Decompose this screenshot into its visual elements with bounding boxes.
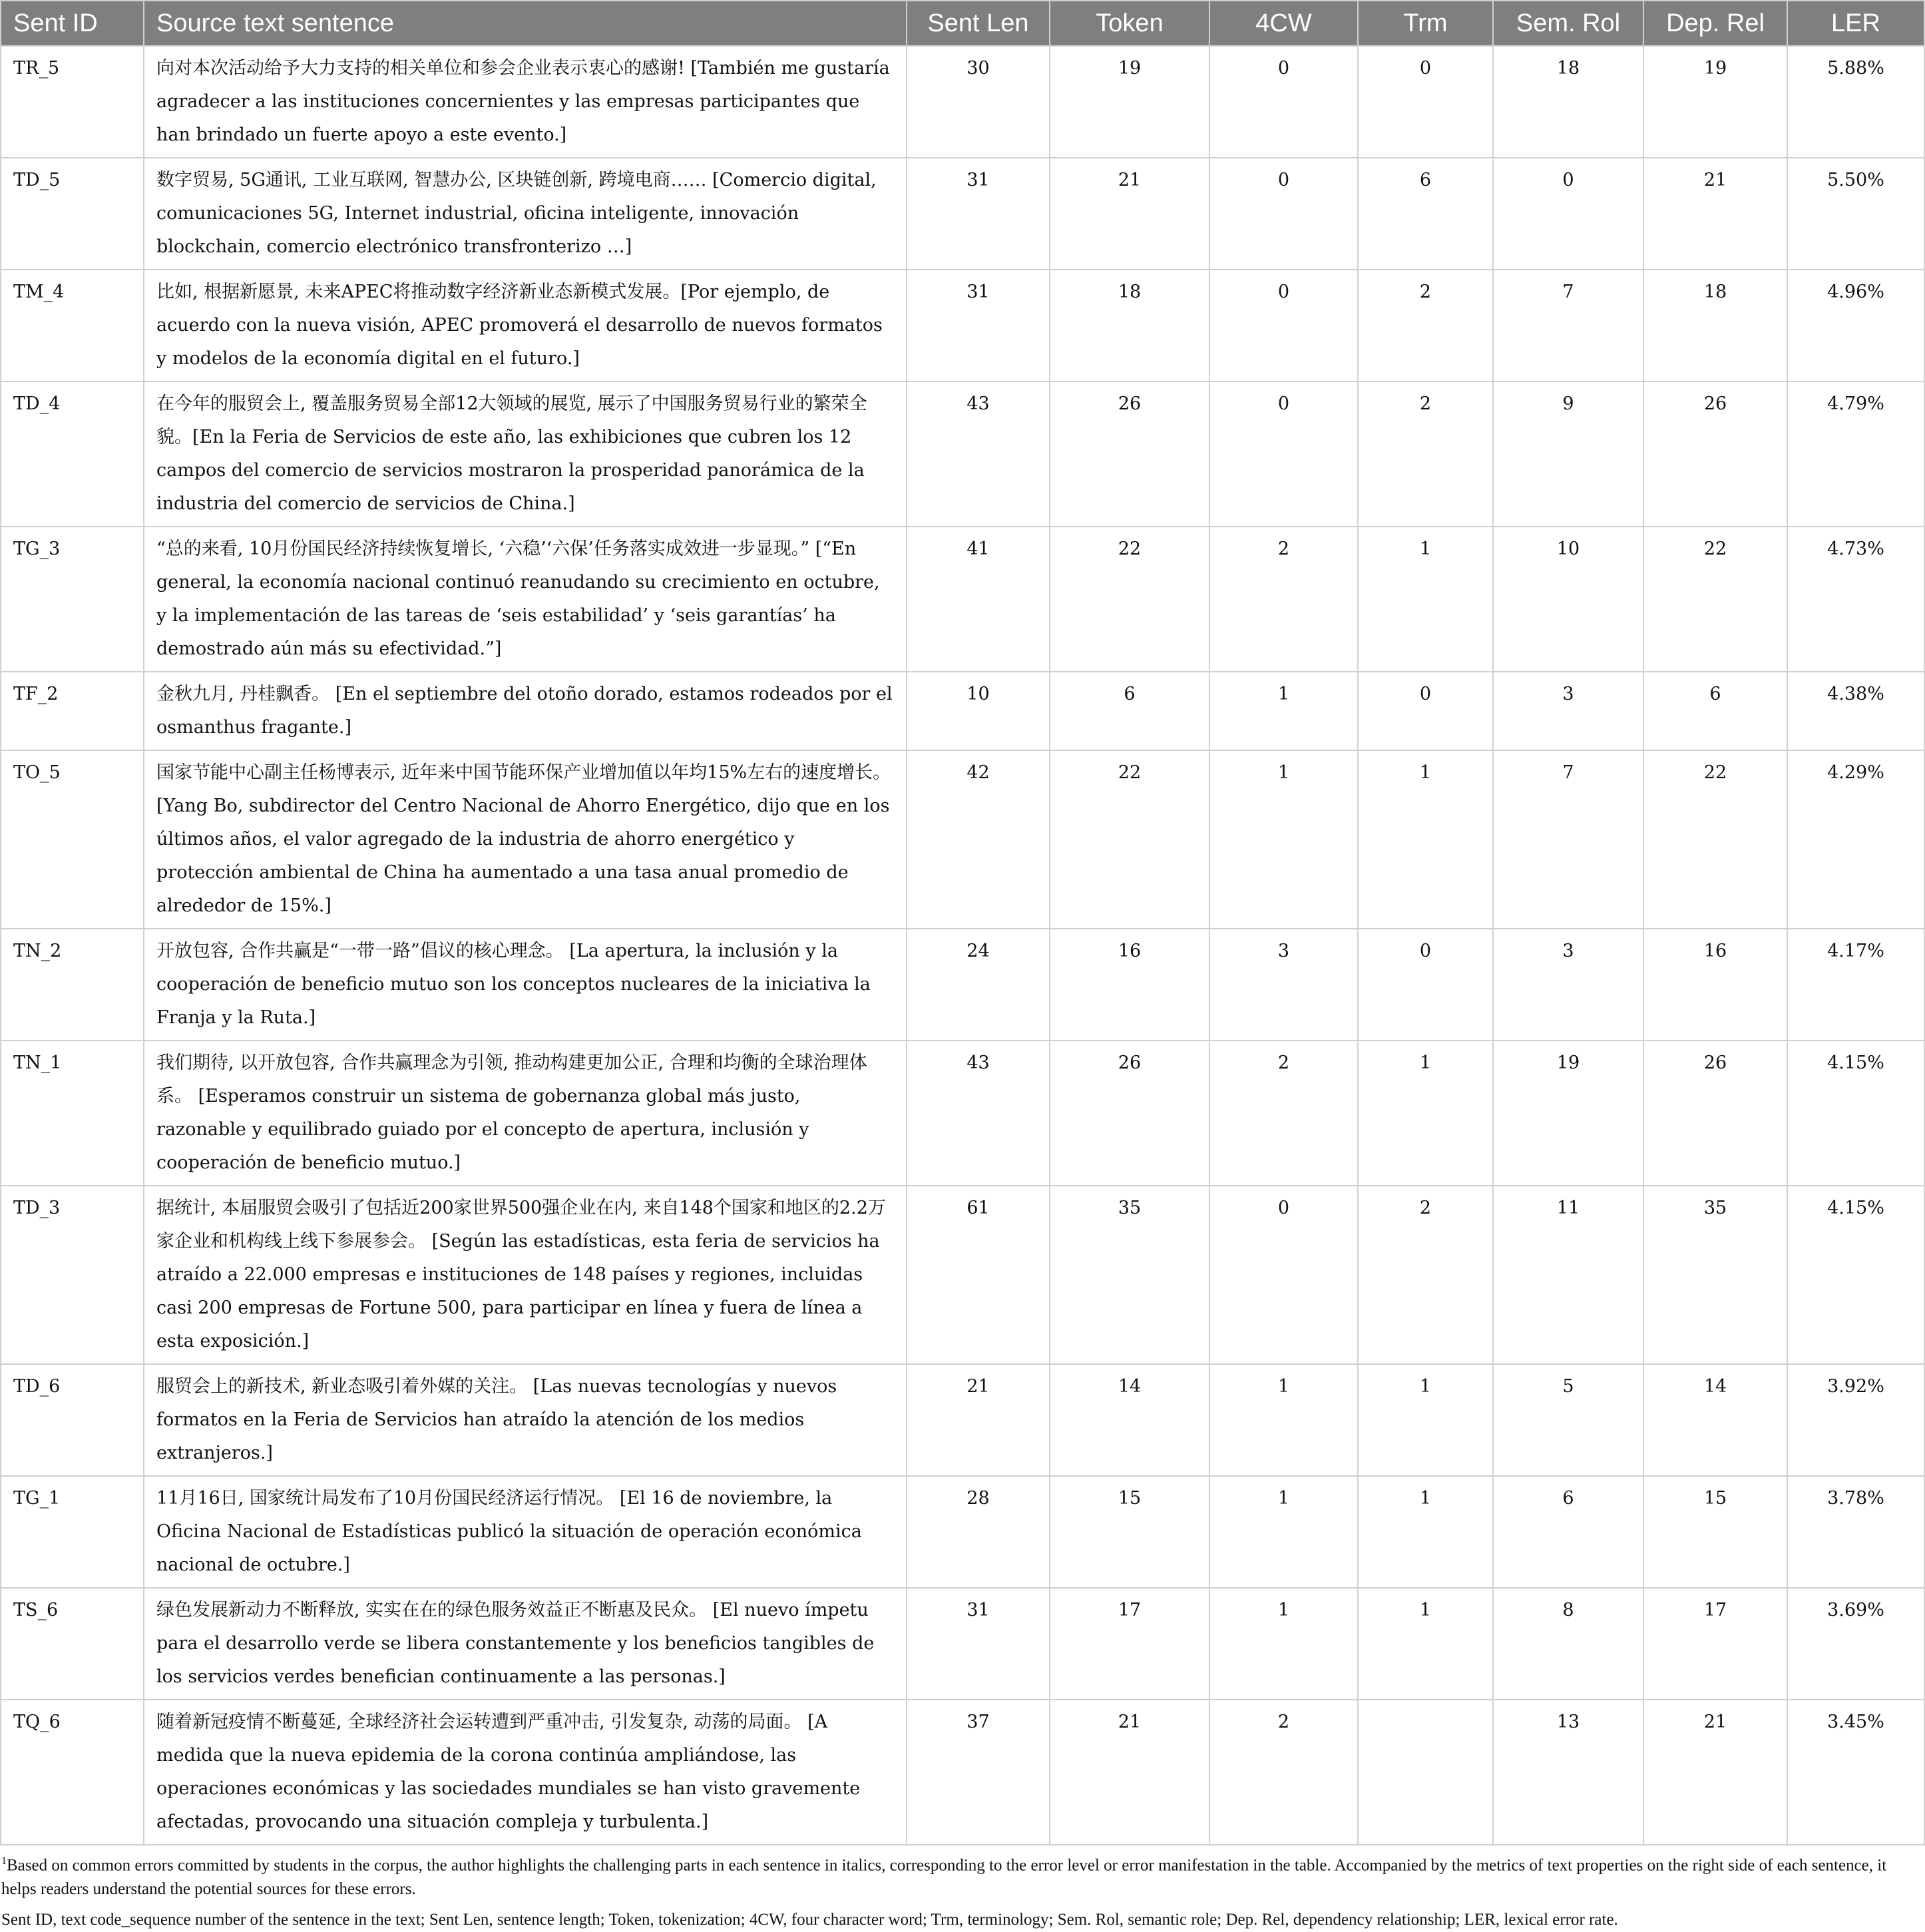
- cell-4cw: 3: [1209, 929, 1358, 1041]
- cell-sent-len: 31: [907, 270, 1050, 381]
- cell-sem-rol: 11: [1493, 1186, 1643, 1364]
- cell-ler: 3.92%: [1787, 1364, 1924, 1476]
- cell-sent-len: 30: [907, 46, 1050, 158]
- table-row: [1, 1364, 1924, 1476]
- cell-4cw: 2: [1209, 1041, 1358, 1186]
- cell-sent-len: 43: [907, 381, 1050, 527]
- cell-ler: 4.73%: [1787, 527, 1924, 672]
- cell-token: 26: [1050, 381, 1209, 527]
- cell-sent-len: 21: [907, 1364, 1050, 1476]
- table-row: [1, 270, 1924, 381]
- cell-dep-rel: 21: [1643, 158, 1787, 270]
- cell-dep-rel: 26: [1643, 1041, 1787, 1186]
- cell-sent-id: TQ_6: [1, 1700, 144, 1845]
- cell-source-text: 我们期待, 以开放包容, 合作共赢理念为引领, 推动构建更加公正, 合理和均衡的全球治理体系。 [Esperamos construir un sistema de gobernanza global más justo, razonable y equilibrado guiado por el concepto de apertura, inclusión y cooperación de beneficio mutuo.]: [144, 1041, 907, 1186]
- cell-ler: 4.17%: [1787, 929, 1924, 1041]
- cell-trm: 1: [1358, 750, 1493, 929]
- cell-trm: 1: [1358, 527, 1493, 672]
- cell-dep-rel: 17: [1643, 1588, 1787, 1700]
- table-body: [1, 46, 1924, 1845]
- cell-sent-id: TN_2: [1, 929, 144, 1041]
- col-header-token: Token: [1050, 1, 1209, 46]
- cell-dep-rel: 18: [1643, 270, 1787, 381]
- cell-sent-id: TR_5: [1, 46, 144, 158]
- table-row: [1, 1041, 1924, 1186]
- cell-sem-rol: 5: [1493, 1364, 1643, 1476]
- cell-token: 16: [1050, 929, 1209, 1041]
- cell-4cw: 1: [1209, 1588, 1358, 1700]
- cell-dep-rel: 21: [1643, 1700, 1787, 1845]
- cell-sent-len: 43: [907, 1041, 1050, 1186]
- col-header-dep-rel: Dep. Rel: [1643, 1, 1787, 46]
- cell-sent-len: 10: [907, 672, 1050, 750]
- cell-token: 22: [1050, 527, 1209, 672]
- cell-sem-rol: 13: [1493, 1700, 1643, 1845]
- cell-source-text: 11月16日, 国家统计局发布了10月份国民经济运行情况。 [El 16 de noviembre, la Oficina Nacional de Estadísticas publicó la situación de operación económica nacional de octubre.]: [144, 1476, 907, 1588]
- cell-trm: 0: [1358, 929, 1493, 1041]
- cell-sent-id: TD_6: [1, 1364, 144, 1476]
- cell-4cw: 2: [1209, 527, 1358, 672]
- cell-source-text: 据统计, 本届服贸会吸引了包括近200家世界500强企业在内, 来自148个国家和地区的2.2万家企业和机构线上线下参展参会。 [Según las estadísticas, esta feria de servicios ha atraído a 22.000 empresas e instituciones de 148 países y regiones, incluidas casi 200 empresas de Fortune 500, para participar en línea y fuera de línea a esta exposición.]: [144, 1186, 907, 1364]
- cell-trm: 1: [1358, 1364, 1493, 1476]
- cell-sem-rol: 3: [1493, 672, 1643, 750]
- table-row: [1, 672, 1924, 750]
- cell-ler: 3.45%: [1787, 1700, 1924, 1845]
- footnote-marker: 1: [1, 1855, 7, 1867]
- col-header-sent-len: Sent Len: [907, 1, 1050, 46]
- cell-ler: 3.69%: [1787, 1588, 1924, 1700]
- cell-source-text: 向对本次活动给予大力支持的相关单位和参会企业表示衷心的感谢! [También me gustaría agradecer a las instituciones concernientes y las empresas participantes que han brindado un fuerte apoyo a este evento.]: [144, 46, 907, 158]
- cell-ler: 4.38%: [1787, 672, 1924, 750]
- cell-4cw: 0: [1209, 158, 1358, 270]
- cell-sent-len: 28: [907, 1476, 1050, 1588]
- cell-sent-len: 31: [907, 1588, 1050, 1700]
- cell-trm: 2: [1358, 270, 1493, 381]
- cell-source-text: 国家节能中心副主任杨博表示, 近年来中国节能环保产业增加值以年均15%左右的速度增长。 [Yang Bo, subdirector del Centro Nacional de Ahorro Energético, dijo que en los últimos años, el valor agregado de la industria de ahorro energético y protección ambiental de China ha aumentado a una tasa anual promedio de alrededor de 15%.]: [144, 750, 907, 929]
- table-row: [1, 1700, 1924, 1845]
- cell-dep-rel: 35: [1643, 1186, 1787, 1364]
- cell-token: 19: [1050, 46, 1209, 158]
- cell-sem-rol: 18: [1493, 46, 1643, 158]
- cell-sem-rol: 10: [1493, 527, 1643, 672]
- cell-token: 35: [1050, 1186, 1209, 1364]
- cell-ler: 4.96%: [1787, 270, 1924, 381]
- table-row: [1, 1588, 1924, 1700]
- cell-4cw: 0: [1209, 1186, 1358, 1364]
- cell-sent-id: TD_5: [1, 158, 144, 270]
- table-row: [1, 1476, 1924, 1588]
- cell-sent-id: TF_2: [1, 672, 144, 750]
- col-header-4cw: 4CW: [1209, 1, 1358, 46]
- cell-token: 17: [1050, 1588, 1209, 1700]
- cell-sem-rol: 19: [1493, 1041, 1643, 1186]
- col-header-trm: Trm: [1358, 1, 1493, 46]
- cell-ler: 3.78%: [1787, 1476, 1924, 1588]
- cell-token: 14: [1050, 1364, 1209, 1476]
- cell-trm: 2: [1358, 381, 1493, 527]
- cell-sem-rol: 7: [1493, 750, 1643, 929]
- cell-source-text: “总的来看, 10月份国民经济持续恢复增长, ‘六稳’‘六保’任务落实成效进一步显现。” [“En general, la economía nacional continuó reanudando su crecimiento en octubre, y la implementación de las tareas de ‘seis estabilidad’ y ‘seis garantías’ ha demostrado aún más su efectividad.”]: [144, 527, 907, 672]
- cell-trm: 6: [1358, 158, 1493, 270]
- cell-token: 15: [1050, 1476, 1209, 1588]
- cell-ler: 4.15%: [1787, 1041, 1924, 1186]
- col-header-source-text: Source text sentence: [144, 1, 907, 46]
- cell-sent-id: TO_5: [1, 750, 144, 929]
- cell-sem-rol: 3: [1493, 929, 1643, 1041]
- cell-4cw: 0: [1209, 381, 1358, 527]
- cell-sent-len: 24: [907, 929, 1050, 1041]
- cell-trm: 1: [1358, 1041, 1493, 1186]
- cell-sent-id: TN_1: [1, 1041, 144, 1186]
- table-row: [1, 527, 1924, 672]
- table-row: [1, 46, 1924, 158]
- cell-trm: [1358, 1700, 1493, 1845]
- cell-sent-id: TG_3: [1, 527, 144, 672]
- cell-source-text: 金秋九月, 丹桂飘香。 [En el septiembre del otoño dorado, estamos rodeados por el osmanthus fragante.]: [144, 672, 907, 750]
- cell-source-text: 数字贸易, 5G通讯, 工业互联网, 智慧办公, 区块链创新, 跨境电商…… [Comercio digital, comunicaciones 5G, Internet industrial, oficina inteligente, innovación blockchain, comercio electrónico transfronterizo …]: [144, 158, 907, 270]
- cell-sem-rol: 6: [1493, 1476, 1643, 1588]
- cell-trm: 0: [1358, 46, 1493, 158]
- cell-token: 21: [1050, 1700, 1209, 1845]
- cell-trm: 2: [1358, 1186, 1493, 1364]
- cell-sent-id: TS_6: [1, 1588, 144, 1700]
- table-row: [1, 929, 1924, 1041]
- cell-sent-id: TD_4: [1, 381, 144, 527]
- cell-ler: 5.50%: [1787, 158, 1924, 270]
- cell-4cw: 2: [1209, 1700, 1358, 1845]
- cell-ler: 4.29%: [1787, 750, 1924, 929]
- table-row: [1, 1186, 1924, 1364]
- cell-source-text: 在今年的服贸会上, 覆盖服务贸易全部12大领域的展览, 展示了中国服务贸易行业的繁荣全貌。[En la Feria de Servicios de este año, las exhibiciones que cubren los 12 campos del comercio de servicios mostraron la prosperidad panorámica de la industria del comercio de servicios de China.]: [144, 381, 907, 527]
- footnote-note: [1, 1849, 1924, 1901]
- col-header-sem-rol: Sem. Rol: [1493, 1, 1643, 46]
- cell-sent-len: 42: [907, 750, 1050, 929]
- col-header-ler: LER: [1787, 1, 1924, 46]
- cell-4cw: 1: [1209, 672, 1358, 750]
- cell-ler: 4.15%: [1787, 1186, 1924, 1364]
- cell-dep-rel: 14: [1643, 1364, 1787, 1476]
- cell-ler: 4.79%: [1787, 381, 1924, 527]
- cell-source-text: 服贸会上的新技术, 新业态吸引着外媒的关注。 [Las nuevas tecnologías y nuevos formatos en la Feria de Servicios han atraído la atención de los medios extranjeros.]: [144, 1364, 907, 1476]
- col-header-sent-id: Sent ID: [1, 1, 144, 46]
- cell-sent-id: TG_1: [1, 1476, 144, 1588]
- cell-source-text: 开放包容, 合作共赢是“一带一路”倡议的核心理念。 [La apertura, la inclusión y la cooperación de beneficio mutuo son los conceptos nucleares de la iniciativa la Franja y la Ruta.]: [144, 929, 907, 1041]
- table-row: [1, 381, 1924, 527]
- cell-4cw: 0: [1209, 46, 1358, 158]
- cell-4cw: 1: [1209, 1476, 1358, 1588]
- cell-sent-id: TD_3: [1, 1186, 144, 1364]
- cell-sent-len: 37: [907, 1700, 1050, 1845]
- cell-trm: 1: [1358, 1588, 1493, 1700]
- table-footnote: [0, 1845, 1925, 1932]
- cell-sem-rol: 9: [1493, 381, 1643, 527]
- cell-token: 6: [1050, 672, 1209, 750]
- cell-token: 22: [1050, 750, 1209, 929]
- cell-dep-rel: 26: [1643, 381, 1787, 527]
- header-row: [1, 1, 1924, 46]
- cell-sent-len: 61: [907, 1186, 1050, 1364]
- cell-dep-rel: 6: [1643, 672, 1787, 750]
- cell-token: 18: [1050, 270, 1209, 381]
- table-row: [1, 158, 1924, 270]
- cell-sent-id: TM_4: [1, 270, 144, 381]
- cell-trm: 0: [1358, 672, 1493, 750]
- cell-sem-rol: 0: [1493, 158, 1643, 270]
- cell-sent-len: 41: [907, 527, 1050, 672]
- cell-dep-rel: 16: [1643, 929, 1787, 1041]
- cell-trm: 1: [1358, 1476, 1493, 1588]
- cell-4cw: 1: [1209, 1364, 1358, 1476]
- cell-dep-rel: 22: [1643, 527, 1787, 672]
- footnote-abbreviations: Sent ID, text code_sequence number of the sentence in the text; Sent Len, sentence length; Token, tokenization; 4CW, four character word; Trm, terminology; Sem. Rol, semantic role; Dep. Rel, dependency relationship; LER, lexical error rate.: [1, 1911, 1618, 1929]
- cell-sem-rol: 7: [1493, 270, 1643, 381]
- cell-token: 26: [1050, 1041, 1209, 1186]
- footnote-text: Based on common errors committed by students in the corpus, the author highlights the challenging parts in each sentence in italics, corresponding to the error level or error manifestation in the table. Accompanied by the metrics of text properties on the right side of each sentence, it helps readers understand the potential sources for these errors.: [1, 1856, 1887, 1899]
- cell-source-text: 比如, 根据新愿景, 未来APEC将推动数字经济新业态新模式发展。[Por ejemplo, de acuerdo con la nueva visión, APEC promoverá el desarrollo de nuevos formatos y modelos de la economía digital en el futuro.]: [144, 270, 907, 381]
- cell-4cw: 0: [1209, 270, 1358, 381]
- cell-4cw: 1: [1209, 750, 1358, 929]
- cell-sem-rol: 8: [1493, 1588, 1643, 1700]
- cell-source-text: 随着新冠疫情不断蔓延, 全球经济社会运转遭到严重冲击, 引发复杂, 动荡的局面。 [A medida que la nueva epidemia de la corona continúa ampliándose, las operaciones económicas y las sociedades mundiales se han visto gravemente afectadas, provocando una situación compleja y turbulenta.]: [144, 1700, 907, 1845]
- table-row: [1, 750, 1924, 929]
- cell-dep-rel: 22: [1643, 750, 1787, 929]
- cell-sent-len: 31: [907, 158, 1050, 270]
- cell-dep-rel: 15: [1643, 1476, 1787, 1588]
- cell-ler: 5.88%: [1787, 46, 1924, 158]
- cell-source-text: 绿色发展新动力不断释放, 实实在在的绿色服务效益正不断惠及民众。 [El nuevo ímpetu para el desarrollo verde se libera constantemente y los beneficios tangibles de los servicios verdes benefician continuamente a las personas.]: [144, 1588, 907, 1700]
- cell-dep-rel: 19: [1643, 46, 1787, 158]
- cell-token: 21: [1050, 158, 1209, 270]
